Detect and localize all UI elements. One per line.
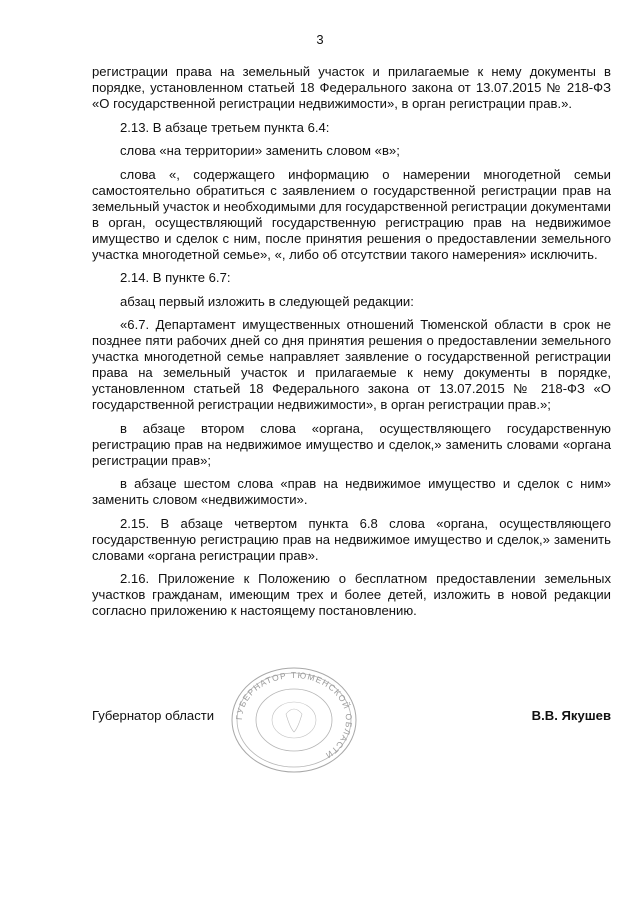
signature-block (92, 708, 611, 728)
paragraph: абзац первый изложить в следующей редакции: (120, 293, 414, 309)
paragraph: 2.13. В абзаце третьем пункта 6.4: (120, 119, 330, 135)
signatory-name: В.В. Якушев (531, 708, 611, 723)
paragraph: в абзаце шестом слова «прав на недвижимое имущество и сделок с ним» заменить словом «недвижимости». (92, 476, 611, 507)
document-body (92, 64, 611, 627)
seal-ring-text: ГУБЕРНАТОР ТЮМЕНСКОЙ ОБЛАСТИ (233, 669, 355, 762)
paragraph: 2.14. В пункте 6.7: (120, 270, 231, 285)
paragraph: 2.15. В абзаце четвертом пункта 6.8 слова «органа, осуществляющего государственную регистрацию прав на недвижимое имущество и сделок,» заменить словами «органа регистрации прав». (92, 515, 611, 563)
paragraph: слова «, содержащего информацию о намерении многодетной семьи самостоятельно обратиться с заявлением о государственной регистрации прав на земельный участок и необходимыми для государственной регистрации документами в орган, осуществляющий государственную регистрацию прав на недвижимое имущество и сделок с ним, после принятия решения о предоставлении земельного участка многодетной семье», «, либо об отсутствии такого намерения» исключить. (92, 166, 611, 262)
paragraph: 2.16. Приложение к Положению о бесплатном предоставлении земельных участков гражданам, имеющим трех и более детей, изложить в новой редакции согласно приложению к настоящему постановлению. (92, 571, 611, 618)
paragraph: в абзаце втором слова «органа, осуществляющего государственную регистрацию прав на недвижимое имущество и сделок,» заменить словами «органа регистрации прав»; (92, 420, 611, 468)
signatory-title: Губернатор области (92, 708, 215, 723)
paragraph: «6.7. Департамент имущественных отношений Тюменской области в срок не позднее пяти рабочих дней со дня принятия решения о предоставлении земельного участка многодетной семье направляет заявление о государственной регистрации права на земельный участок и прилагаемые к нему документы в порядке, установленном статьей 18 Федерального закона от 13.07.2015 № 218-ФЗ «О государственной регистрации недвижимости», в орган регистрации прав.»; (92, 317, 611, 412)
paragraph: регистрации права на земельный участок и прилагаемые к нему документы в порядке, установленном статьей 18 Федерального закона от 13.07.2015 № 218-ФЗ «О государственной регистрации недвижимости», в орган регистрации прав.». (92, 64, 611, 111)
paragraph: слова «на территории» заменить словом «в»; (120, 143, 400, 158)
page-number: 3 (316, 32, 324, 47)
